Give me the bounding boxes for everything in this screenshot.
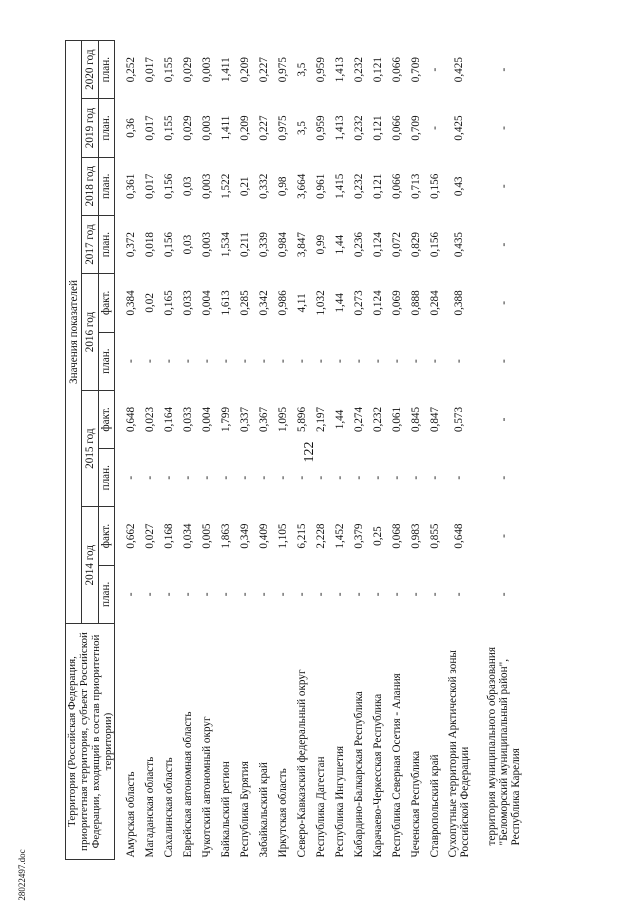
cell: - <box>428 67 441 72</box>
cell: - <box>453 359 465 364</box>
table-row <box>444 41 474 860</box>
cell: 0,975 <box>276 57 289 83</box>
cell: 0,066 <box>390 57 403 83</box>
cell: 0,342 <box>257 290 270 316</box>
header-plan: план. <box>98 215 114 273</box>
cell: 0,061 <box>390 406 403 433</box>
cell: - <box>409 359 422 364</box>
cell: - <box>124 359 137 364</box>
cell: 0,168 <box>162 523 175 549</box>
cell: 1,411 <box>219 115 232 141</box>
cell: - <box>143 475 156 480</box>
cell: - <box>498 126 510 130</box>
cell: 0,003 <box>200 115 213 141</box>
header-fact: факт. <box>98 507 114 565</box>
row-name: Иркутская область <box>276 768 289 858</box>
cell: 0,284 <box>428 290 441 316</box>
cell: - <box>498 359 510 364</box>
cell: - <box>453 592 465 597</box>
cell: 1,44 <box>333 234 346 255</box>
cell: 0,023 <box>143 406 156 433</box>
table-row <box>474 41 534 860</box>
cell: - <box>498 301 510 305</box>
cell: 1,44 <box>333 293 346 313</box>
row-name: Чукотский автономный округ <box>200 716 213 858</box>
cell: 0,209 <box>238 115 251 141</box>
cell: 0,165 <box>162 290 175 316</box>
cell: 0,156 <box>428 173 441 199</box>
cell: - <box>314 592 327 597</box>
cell: 1,534 <box>219 231 232 258</box>
cell: 0,211 <box>238 232 251 257</box>
row-name: Республика Бурятия <box>238 761 251 858</box>
row-name: Байкальский регион <box>219 761 232 858</box>
cell: 0,959 <box>314 57 327 83</box>
cell: - <box>276 475 289 480</box>
cell: - <box>428 475 441 480</box>
cell: - <box>257 475 270 480</box>
table-row <box>273 41 292 860</box>
cell: 0,156 <box>162 231 175 258</box>
cell: 0,236 <box>352 231 365 258</box>
row-name: Республика Дагестан <box>314 756 327 858</box>
table-row <box>140 41 159 860</box>
cell: 0,339 <box>257 231 270 258</box>
cell: 0,066 <box>390 173 403 199</box>
table-body <box>115 41 535 860</box>
rotated-table-container <box>65 40 575 860</box>
cell: 0,435 <box>453 231 465 258</box>
cell: - <box>295 359 308 364</box>
cell: 0,829 <box>409 231 422 258</box>
header-year: 2018 год <box>82 157 98 215</box>
row-name: Чеченская Республика <box>409 750 422 858</box>
cell: - <box>181 475 194 480</box>
header-year: 2019 год <box>82 99 98 157</box>
cell: - <box>371 359 384 364</box>
row-name: территория муниципального образования "Беломорский муниципальный район", Республика Карелия <box>486 646 522 846</box>
cell: - <box>295 475 308 480</box>
cell: 0,709 <box>409 57 422 83</box>
cell: 0,662 <box>124 523 137 549</box>
cell: 0,983 <box>409 523 422 549</box>
table-row <box>254 41 273 860</box>
cell: 0,121 <box>371 115 384 141</box>
cell: - <box>181 592 194 597</box>
header-year: 2015 год <box>82 390 98 507</box>
cell: 1,032 <box>314 290 327 316</box>
cell: 0,36 <box>124 118 137 138</box>
table-row <box>425 41 444 860</box>
cell: 0,388 <box>453 290 465 316</box>
cell: 0,121 <box>371 173 384 199</box>
table-row <box>368 41 387 860</box>
cell: 0,98 <box>276 176 289 197</box>
cell: - <box>162 475 175 480</box>
cell: 0,648 <box>453 523 465 549</box>
row-name: Сахалинская область <box>162 757 175 858</box>
cell: - <box>352 475 365 480</box>
table-row <box>159 41 178 860</box>
header-fact: факт. <box>98 274 114 332</box>
cell: 0,975 <box>276 115 289 141</box>
table-row <box>406 41 425 860</box>
cell: - <box>498 242 510 247</box>
cell: 1,863 <box>219 523 232 549</box>
cell: - <box>371 592 384 597</box>
cell: 0,155 <box>162 57 175 83</box>
cell: 1,44 <box>333 409 346 430</box>
cell: 1,452 <box>333 523 346 549</box>
cell: 1,799 <box>219 406 232 433</box>
cell: 0,034 <box>181 523 194 549</box>
cell: 0,285 <box>238 290 251 316</box>
cell: 0,99 <box>314 234 327 255</box>
cell: 5,896 <box>295 406 308 433</box>
table-row <box>178 41 197 860</box>
cell: 2,197 <box>314 406 327 433</box>
cell: 0,349 <box>238 523 251 549</box>
cell: - <box>181 359 194 364</box>
indicators-table <box>65 40 534 860</box>
table-row <box>216 41 235 860</box>
cell: 3,5 <box>295 62 308 77</box>
cell: 0,155 <box>162 115 175 141</box>
cell: - <box>371 475 384 480</box>
cell: 1,411 <box>219 57 232 83</box>
cell: - <box>428 126 441 130</box>
cell: 1,413 <box>333 115 346 141</box>
cell: 0,713 <box>409 173 422 199</box>
cell: 0,121 <box>371 57 384 83</box>
cell: 0,03 <box>181 234 194 255</box>
cell: 0,069 <box>390 290 403 316</box>
cell: 0,209 <box>238 57 251 83</box>
cell: - <box>333 359 346 364</box>
header-year: 2014 год <box>82 507 98 624</box>
row-name: Республика Ингушетия <box>333 745 346 858</box>
cell: - <box>257 359 270 364</box>
cell: 0,961 <box>314 173 327 199</box>
cell: - <box>314 475 327 480</box>
cell: 0,156 <box>428 231 441 258</box>
cell: 0,227 <box>257 57 270 83</box>
cell: - <box>219 475 232 480</box>
cell: 0,068 <box>390 523 403 549</box>
header-year: 2017 год <box>82 215 98 273</box>
cell: - <box>257 592 270 597</box>
cell: 0,156 <box>162 173 175 199</box>
cell: 0,124 <box>371 290 384 316</box>
cell: 0,164 <box>162 406 175 433</box>
cell: - <box>162 359 175 364</box>
row-name: Ставропольский край <box>428 754 441 858</box>
cell: 0,017 <box>143 57 156 83</box>
cell: 0,986 <box>276 290 289 316</box>
cell: 0,018 <box>143 231 156 258</box>
table-row <box>235 41 254 860</box>
cell: 0,274 <box>352 406 365 433</box>
cell: 0,573 <box>453 406 465 433</box>
header-plan: план. <box>98 332 114 390</box>
cell: 0,03 <box>181 176 194 197</box>
cell: - <box>238 592 251 597</box>
table-row <box>197 41 216 860</box>
cell: 0,21 <box>238 176 251 197</box>
cell: 0,017 <box>143 173 156 199</box>
cell: - <box>409 592 422 597</box>
cell: 1,415 <box>333 173 346 199</box>
cell: 0,367 <box>257 406 270 433</box>
cell: 0,029 <box>181 57 194 83</box>
cell: 0,337 <box>238 406 251 433</box>
cell: 3,5 <box>295 120 308 135</box>
cell: 0,005 <box>200 523 213 549</box>
cell: 1,522 <box>219 173 232 199</box>
row-name: Карачаево-Черкесская Республика <box>371 693 384 858</box>
cell: 1,413 <box>333 57 346 83</box>
table-row <box>115 41 141 860</box>
cell: - <box>498 534 510 538</box>
row-name: Магаданская область <box>143 756 156 858</box>
cell: - <box>428 359 441 364</box>
cell: 3,664 <box>295 173 308 199</box>
cell: 0,855 <box>428 523 441 549</box>
table-row <box>311 41 330 860</box>
cell: - <box>124 592 137 597</box>
cell: - <box>390 475 403 480</box>
cell: 0,25 <box>371 526 384 546</box>
cell: - <box>276 592 289 597</box>
cell: - <box>200 359 213 364</box>
row-name: Сухопутные территории Арктической зоны Российской Федерации <box>447 650 471 858</box>
cell: - <box>390 592 403 597</box>
cell: 0,425 <box>453 57 465 83</box>
table-row <box>349 41 368 860</box>
cell: 0,959 <box>314 115 327 141</box>
header-fact: факт. <box>98 390 114 448</box>
cell: 0,273 <box>352 290 365 316</box>
cell: 0,384 <box>124 290 137 316</box>
table-row <box>330 41 349 860</box>
header-year: 2016 год <box>82 274 98 391</box>
header-plan: план. <box>98 157 114 215</box>
cell: 0,124 <box>371 231 384 258</box>
cell: 0,888 <box>409 290 422 316</box>
cell: - <box>428 592 441 597</box>
header-plan: план. <box>98 565 114 623</box>
cell: - <box>352 592 365 597</box>
cell: - <box>453 475 465 480</box>
cell: 0,02 <box>143 293 156 313</box>
cell: - <box>162 592 175 597</box>
cell: - <box>498 67 510 72</box>
cell: 6,215 <box>295 523 308 549</box>
cell: - <box>498 417 510 422</box>
cell: 0,252 <box>124 57 137 83</box>
cell: - <box>143 359 156 364</box>
cell: 0,017 <box>143 115 156 141</box>
cell: 2,228 <box>314 523 327 549</box>
cell: - <box>124 475 137 480</box>
cell: - <box>498 184 510 189</box>
cell: 0,004 <box>200 290 213 316</box>
cell: - <box>352 359 365 364</box>
cell: - <box>314 359 327 364</box>
table-row <box>292 41 311 860</box>
header-plan: план. <box>98 99 114 157</box>
cell: 0,425 <box>453 115 465 141</box>
header-indicators: Значения показателей <box>66 41 82 624</box>
cell: - <box>200 475 213 480</box>
row-name: Забайкальский край <box>257 762 270 858</box>
cell: 0,066 <box>390 115 403 141</box>
row-name: Амурская область <box>124 771 137 858</box>
cell: - <box>143 592 156 597</box>
footer-code: 28022497.doc <box>17 849 27 901</box>
cell: 0,003 <box>200 57 213 83</box>
cell: 0,845 <box>409 406 422 433</box>
cell: 0,372 <box>124 231 137 258</box>
cell: 0,847 <box>428 406 441 433</box>
cell: - <box>219 359 232 364</box>
cell: 0,027 <box>143 523 156 549</box>
header-territory: Территория (Российская Федерация, приоритетная территория, субъект Российской Федерации, входящий в состав приоритетной территории) <box>66 624 115 860</box>
cell: - <box>409 475 422 480</box>
header-year: 2020 год <box>82 41 98 99</box>
row-name: Северо-Кавказский федеральный округ <box>295 669 308 858</box>
cell: 0,379 <box>352 523 365 549</box>
cell: 4,11 <box>295 293 308 313</box>
cell: - <box>498 475 510 480</box>
header-plan: план. <box>98 41 114 99</box>
cell: - <box>276 359 289 364</box>
table-row <box>387 41 406 860</box>
cell: - <box>333 592 346 597</box>
cell: 0,003 <box>200 173 213 199</box>
row-name: Кабардино-Балкарская Республика <box>352 691 365 858</box>
cell: 1,105 <box>276 523 289 549</box>
cell: 0,227 <box>257 115 270 141</box>
cell: - <box>219 592 232 597</box>
cell: - <box>498 592 510 597</box>
cell: 3,847 <box>295 231 308 258</box>
cell: 1,613 <box>219 290 232 316</box>
cell: 0,072 <box>390 231 403 258</box>
cell: 0,232 <box>352 115 365 141</box>
row-name: Еврейская автономная область <box>181 711 194 858</box>
cell: 0,984 <box>276 231 289 258</box>
cell: 0,029 <box>181 115 194 141</box>
cell: 0,361 <box>124 173 137 199</box>
cell: - <box>238 475 251 480</box>
cell: 0,232 <box>352 173 365 199</box>
cell: 0,648 <box>124 406 137 433</box>
header-plan: план. <box>98 449 114 507</box>
cell: 0,232 <box>371 406 384 433</box>
row-name: Республика Северная Осетия - Алания <box>390 673 403 858</box>
cell: - <box>390 359 403 364</box>
cell: 0,232 <box>352 57 365 83</box>
cell: 0,332 <box>257 173 270 199</box>
cell: - <box>295 592 308 597</box>
cell: 0,033 <box>181 406 194 433</box>
cell: 0,003 <box>200 231 213 258</box>
cell: 0,004 <box>200 406 213 433</box>
cell: 0,033 <box>181 290 194 316</box>
cell: - <box>200 592 213 597</box>
page-number: 122 <box>302 441 317 463</box>
cell: - <box>238 359 251 364</box>
cell: 1,095 <box>276 406 289 433</box>
cell: 0,43 <box>453 176 465 197</box>
cell: 0,709 <box>409 115 422 141</box>
cell: 0,409 <box>257 523 270 549</box>
cell: - <box>333 475 346 480</box>
